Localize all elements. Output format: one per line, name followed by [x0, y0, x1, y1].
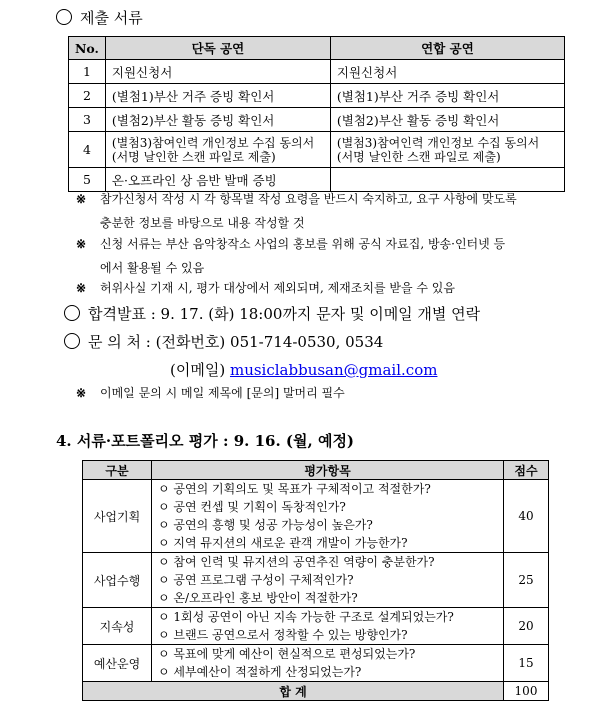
- evaluation-title: 4. 서류·포트폴리오 평가 : 9. 16. (월, 예정): [56, 432, 355, 450]
- submit-docs-heading: 제출 서류: [56, 7, 143, 28]
- table-row: 1 지원신청서 지원신청서: [69, 60, 565, 84]
- table-header-row: No. 단독 공연 연합 공연: [69, 37, 565, 60]
- table-row: 2 (별첨1)부산 거주 증빙 확인서 (별첨1)부산 거주 증빙 확인서: [69, 84, 565, 108]
- table-row: 5 온·오프라인 상 음반 발매 증빙: [69, 168, 565, 192]
- circle-bullet-icon: [56, 9, 72, 25]
- note-2: ※ 신청 서류는 부산 음악창작소 사업의 홍보를 위해 공식 자료집, 방송·인터넷 등 에서 활용될 수 있음: [76, 237, 506, 275]
- total-row: 합 계 100: [83, 682, 549, 701]
- evaluation-table: [82, 460, 549, 701]
- note-3: ※ 허위사실 기재 시, 평가 대상에서 제외되며, 제재조치를 받을 수 있음: [76, 281, 455, 295]
- table-row: 사업수행 ㅇ 참여 인력 및 뮤지션의 공연추진 역량이 충분한가? ㅇ 공연 프로그램 구성이 구체적인가? ㅇ 온/오프라인 홍보 방안이 적절한가? 25: [83, 553, 549, 608]
- circle-bullet-icon: [64, 305, 80, 321]
- circle-bullet-icon: [64, 333, 80, 349]
- result-announcement: 합격발표 : 9. 17. (화) 18:00까지 문자 및 이메일 개별 연락: [64, 303, 480, 324]
- email-note: ※ 이메일 문의 시 메일 제목에 [문의] 말머리 필수: [76, 386, 345, 400]
- table-row: 4 (별첨3)참여인력 개인정보 수집 동의서 (서명 날인한 스캔 파일로 제출) (별첨3)참여인력 개인정보 수집 동의서 (서명 날인한 스캔 파일로 제출): [69, 132, 565, 168]
- table-row: 3 (별첨2)부산 활동 증빙 확인서 (별첨2)부산 활동 증빙 확인서: [69, 108, 565, 132]
- submit-docs-table: [68, 36, 565, 192]
- table-row: 예산운영 ㅇ 목표에 맞게 예산이 현실적으로 편성되었는가? ㅇ 세부예산이 적절하게 산정되었는가? 15: [83, 645, 549, 682]
- table-row: 지속성 ㅇ 1회성 공연이 아닌 지속 가능한 구조로 설계되었는가? ㅇ 브랜드 공연으로서 정착할 수 있는 방향인가? 20: [83, 608, 549, 645]
- table-row: 사업기획 ㅇ 공연의 기획의도 및 목표가 구체적이고 적절한가? ㅇ 공연 컨셉 및 기획이 독창적인가? ㅇ 공연의 흥행 및 성공 가능성이 높은가? ㅇ 지역 뮤지션의 새로운 관객 개발이 가능한가? 40: [83, 480, 549, 553]
- inquiry-email: (이메일) musiclabbusan@gmail.com: [170, 361, 438, 379]
- email-link[interactable]: musiclabbusan@gmail.com: [229, 361, 438, 379]
- note-1: ※ 참가신청서 작성 시 각 항목별 작성 요령을 반드시 숙지하고, 요구 사항에 맞도록 충분한 정보를 바탕으로 내용 작성할 것: [76, 192, 517, 230]
- table-header-row: 구분 평가항목 점수: [83, 461, 549, 480]
- inquiry-phone: 문 의 처 : (전화번호) 051-714-0530, 0534: [64, 331, 383, 352]
